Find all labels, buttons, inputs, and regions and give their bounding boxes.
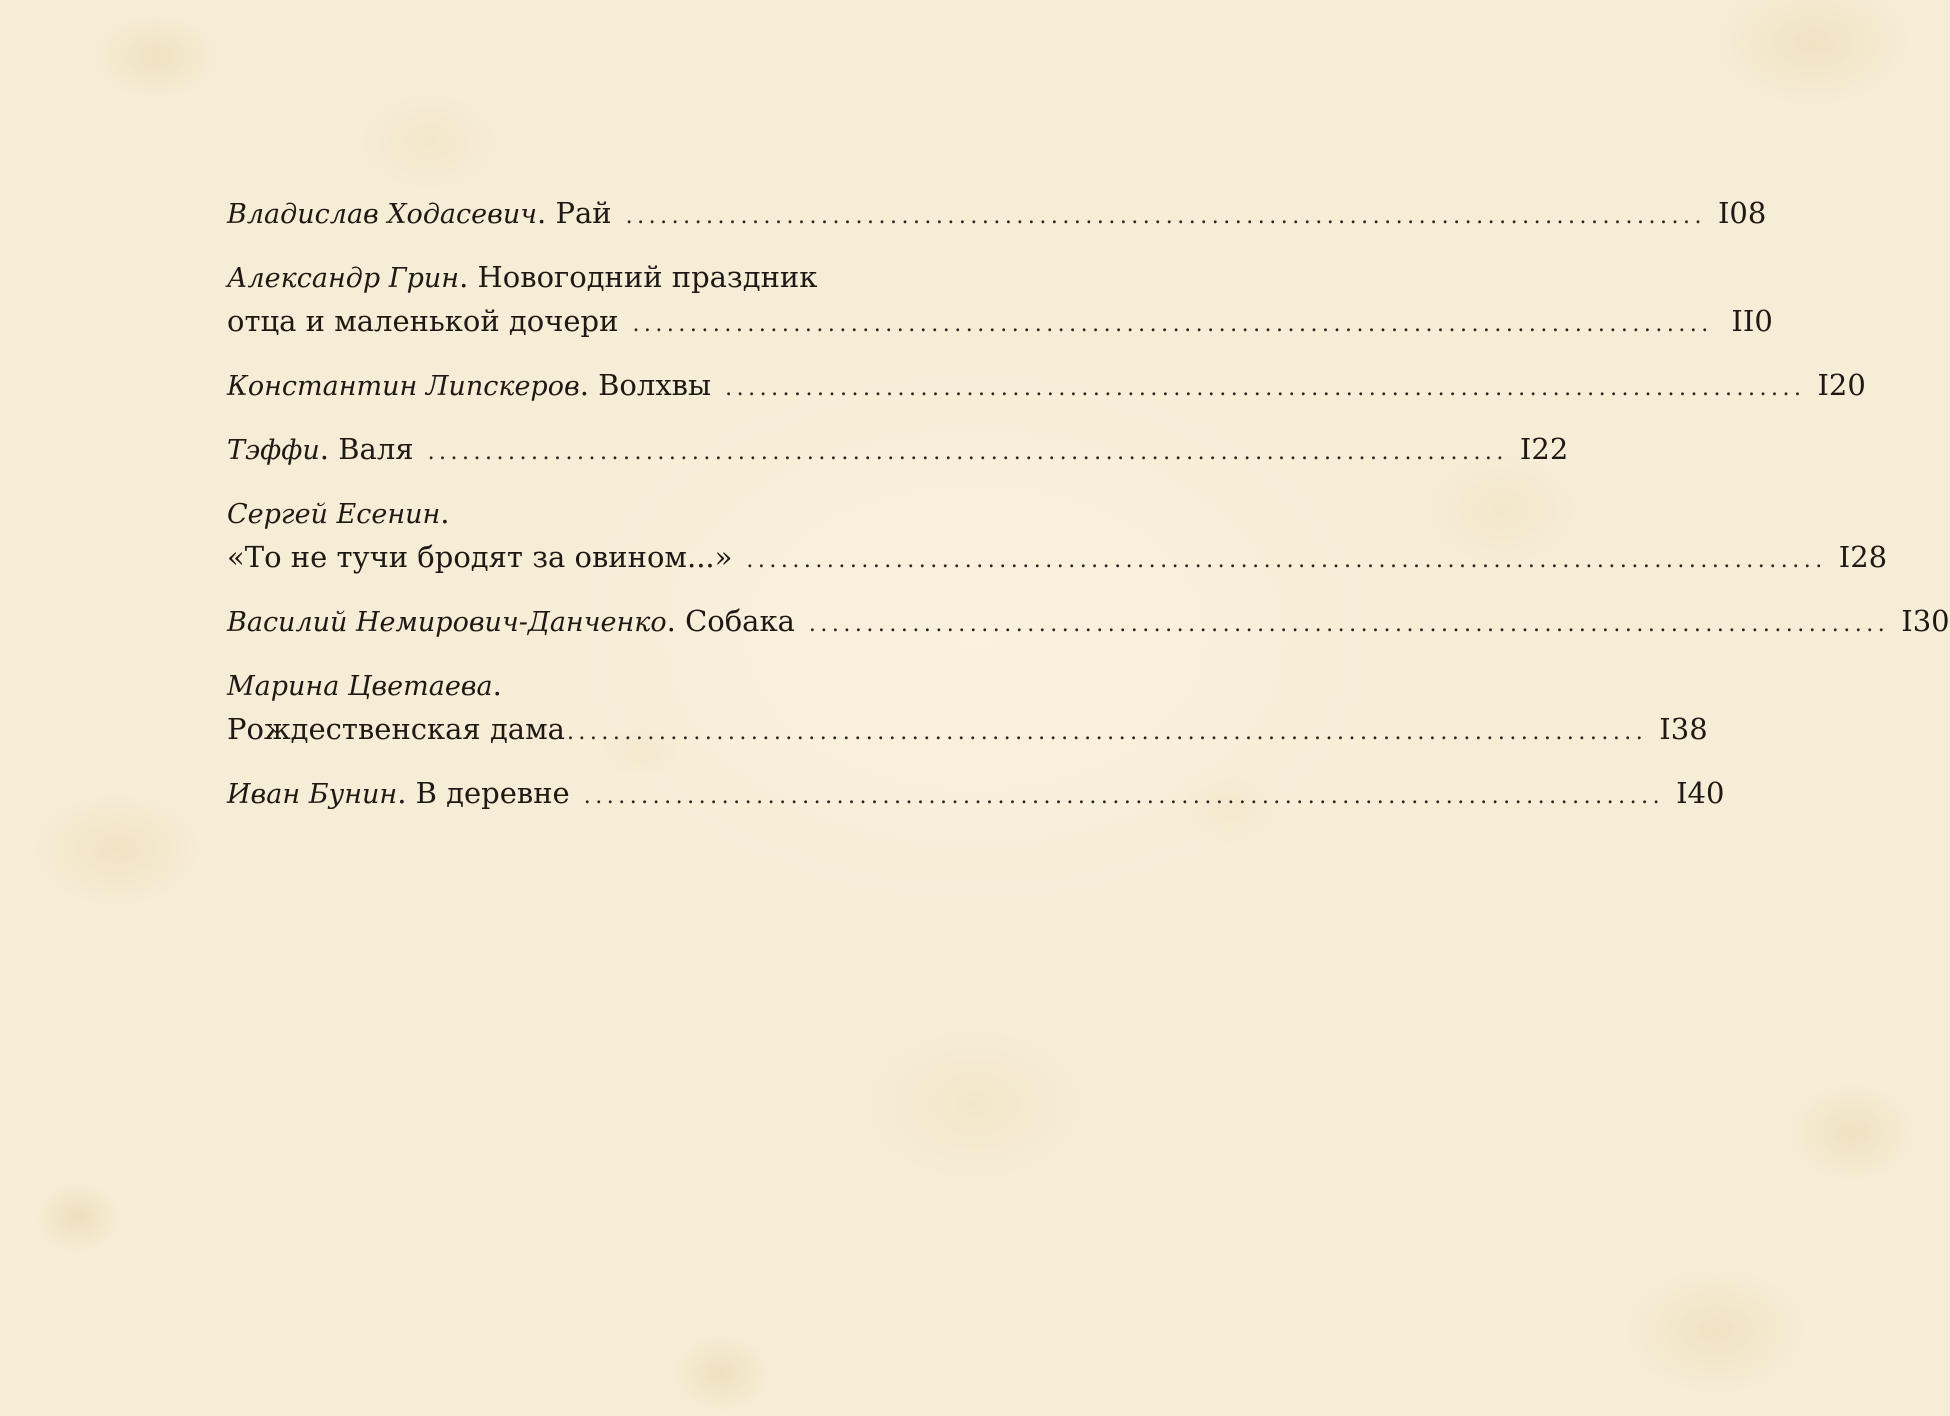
author-name: Сергей Есенин — [227, 499, 441, 530]
dot-leader: .............................................................................................. — [583, 784, 1665, 809]
toc-line — [227, 492, 1011, 536]
toc-line — [227, 364, 1866, 410]
entry-heading — [227, 600, 795, 644]
entry-heading — [227, 364, 711, 408]
author-name: Василий Немирович-Данченко — [227, 607, 667, 638]
entry-title: Собака — [685, 604, 795, 638]
entry-heading — [227, 492, 450, 536]
entry-heading — [227, 256, 817, 300]
author-name: Константин Липскеров — [227, 371, 580, 402]
toc-entry[interactable] — [227, 192, 1767, 238]
toc-entry[interactable] — [227, 664, 1708, 754]
toc-line — [227, 256, 1011, 300]
toc-line — [227, 708, 1708, 754]
toc-entry[interactable] — [227, 428, 1569, 474]
table-of-contents — [227, 192, 1950, 836]
toc-line — [227, 664, 1011, 708]
separator: . — [537, 196, 556, 230]
dot-leader: .............................................................................................. — [808, 612, 1890, 637]
toc-entry[interactable] — [227, 600, 1950, 646]
page-number: I30 — [1901, 604, 1950, 638]
dot-leader: .............................................................................................. — [566, 720, 1648, 745]
entry-title: Рай — [555, 196, 612, 230]
separator: . — [666, 604, 686, 638]
entry-title: Рождественская дама — [227, 712, 565, 746]
page-number: I40 — [1676, 776, 1725, 810]
toc-entry[interactable] — [227, 256, 1773, 346]
page-number: II0 — [1731, 304, 1773, 338]
author-name: Владислав Ходасевич — [227, 199, 538, 230]
separator: . — [492, 668, 502, 702]
page-number: I08 — [1717, 196, 1767, 230]
toc-line — [227, 536, 1888, 582]
entry-heading — [227, 772, 570, 816]
author-name: Тэффи — [227, 435, 320, 466]
toc-line — [227, 600, 1950, 646]
toc-entry[interactable] — [227, 492, 1888, 582]
entry-heading — [227, 428, 414, 472]
toc-line — [227, 300, 1773, 346]
separator: . — [459, 260, 478, 294]
page-number: I22 — [1519, 432, 1569, 466]
dot-leader: .............................................................................................. — [632, 312, 1713, 337]
entry-title: Волхвы — [598, 368, 712, 402]
dot-leader: .............................................................................................. — [725, 376, 1806, 401]
separator: . — [579, 368, 599, 402]
dot-leader: .............................................................................................. — [746, 548, 1827, 573]
page-number: I28 — [1838, 540, 1888, 574]
toc-line — [227, 428, 1569, 474]
separator: . — [319, 432, 339, 466]
page-number: I20 — [1817, 368, 1866, 402]
entry-heading — [227, 192, 612, 236]
toc-entry[interactable] — [227, 772, 1725, 818]
entry-heading — [227, 664, 502, 708]
entry-title-line-1: Новогодний праздник — [477, 260, 818, 294]
page-number: I38 — [1659, 712, 1708, 746]
entry-title-line-2: отца и маленькой дочери — [227, 304, 619, 338]
dot-leader: .............................................................................................. — [427, 440, 1508, 465]
entry-title: «То не тучи бродят за овином...» — [227, 540, 733, 574]
separator: . — [440, 496, 450, 530]
separator: . — [397, 776, 416, 810]
author-name: Марина Цветаева — [227, 671, 493, 702]
toc-line — [227, 192, 1767, 238]
toc-entry[interactable] — [227, 364, 1866, 410]
toc-line — [227, 772, 1725, 818]
dot-leader: .............................................................................................. — [625, 204, 1706, 229]
author-name: Иван Бунин — [227, 779, 398, 810]
entry-title: Валя — [338, 432, 414, 466]
author-name: Александр Грин — [227, 263, 460, 294]
entry-title: В деревне — [415, 776, 570, 810]
